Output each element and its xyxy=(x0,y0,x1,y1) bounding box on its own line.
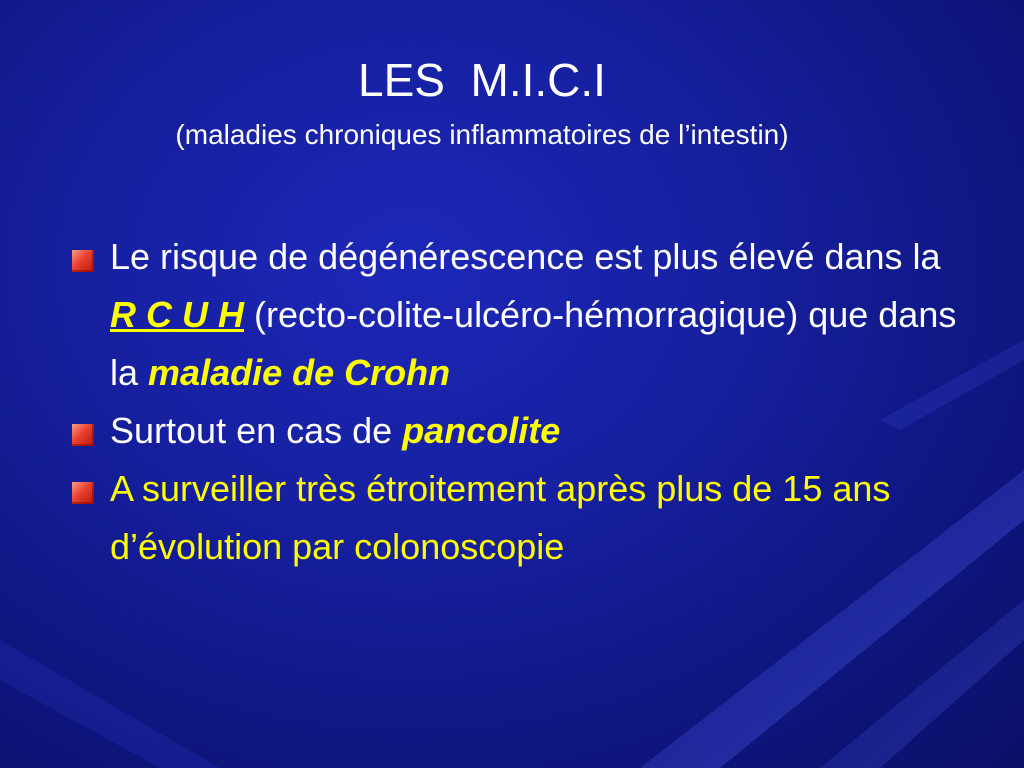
pancolite-emphasis: pancolite xyxy=(402,410,561,451)
bullet-list xyxy=(72,228,972,576)
crohn-emphasis: maladie de Crohn xyxy=(148,352,451,393)
rcuh-emphasis: R C U H xyxy=(110,294,244,335)
bullet-text: Surtout en cas de xyxy=(110,410,403,451)
square-bullet-icon xyxy=(72,482,94,504)
slide-subtitle: (maladies chroniques inflammatoires de l’intestin) xyxy=(175,119,789,150)
bullet-item-risk xyxy=(72,228,972,402)
bullet-text: A surveiller très étroitement après plus de 15 ans d’évolution par colonoscopie xyxy=(110,468,891,567)
square-bullet-icon xyxy=(72,424,94,446)
bullet-item-pancolite xyxy=(72,402,972,460)
bullet-text: Le risque de dégénérescence est plus élevé dans la xyxy=(110,236,941,277)
square-bullet-icon xyxy=(72,250,94,272)
bullet-text: (recto-colite-ulcéro-hémorragique) que dans la xyxy=(110,294,957,393)
slide-title: LES M.I.C.I xyxy=(358,54,606,106)
bullet-item-surveillance xyxy=(72,460,972,576)
